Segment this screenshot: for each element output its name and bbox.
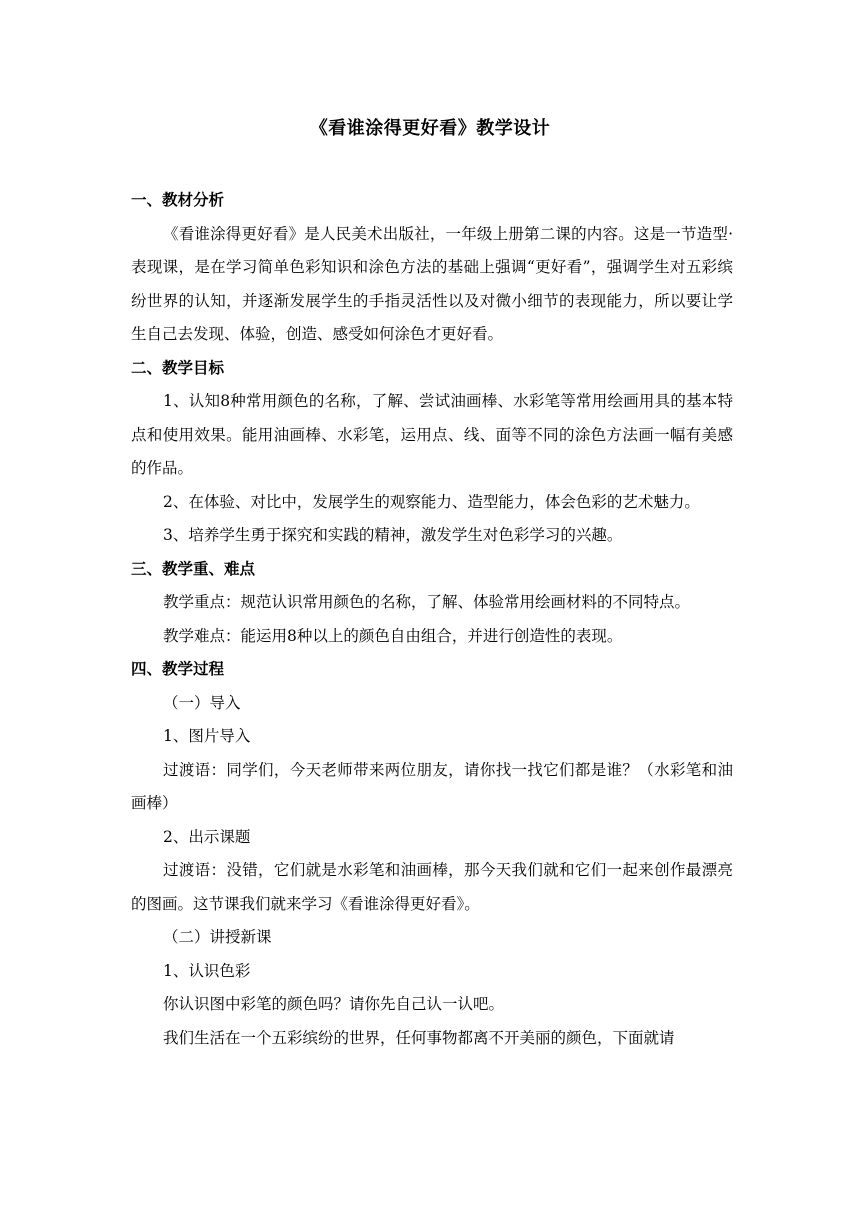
section-heading: 二、教学目标 <box>131 358 225 377</box>
paragraph: 《看谁涂得更好看》是人民美术出版社，一年级上册第二课的内容。这是一节造型·表现课，是在学习简单色彩知识和涂色方法的基础上强调“更好看”，强调学生对五彩缤纷世界的认知，并逐渐发展学生的手指灵活性以及对微小细节的表现能力，所以要让学生自己去发现、体验，创造、感受如何涂色才更好看。 <box>131 224 733 343</box>
section-heading: 一、教材分析 <box>131 191 225 209</box>
paragraph: 教学重点：规范认识常用颜色的名称，了解、体验常用绘画材料的不同特点。 <box>163 593 691 611</box>
paragraph: 1、认识色彩 <box>163 961 251 980</box>
subsection-heading: （二）讲授新课 <box>163 928 272 946</box>
paragraph: 1、认知8种常用颜色的名称，了解、尝试油画棒、水彩笔等常用绘画用具的基本特点和使用效果。能用油画棒、水彩笔，运用点、线、面等不同的涂色方法画一幅有美感的作品。 <box>131 392 733 477</box>
paragraph: 1、图片导入 <box>163 727 251 745</box>
paragraph: 2、出示课题 <box>163 827 251 846</box>
paragraph: 你认识图中彩笔的颜色吗？请你先自己认一认吧。 <box>163 995 505 1013</box>
paragraph: 过渡语：没错，它们就是水彩笔和油画棒，那今天我们就和它们一起来创作最漂亮的图画。这节课我们就来学习《看谁涂得更好看》。 <box>131 861 733 913</box>
section-heading: 四、教学过程 <box>131 660 225 678</box>
subsection-heading: （一）导入 <box>163 693 241 712</box>
paragraph: 3、培养学生勇于探究和实践的精神，激发学生对色彩学习的兴趣。 <box>163 526 623 544</box>
section-heading: 三、教学重、难点 <box>131 559 256 578</box>
paragraph: 教学难点：能运用8种以上的颜色自由组合，并进行创造性的表现。 <box>163 626 623 645</box>
paragraph: 我们生活在一个五彩缤纷的世界，任何事物都离不开美丽的颜色，下面就请 <box>163 1028 675 1047</box>
paragraph: 2、在体验、对比中，发展学生的观察能力、造型能力，体会色彩的艺术魅力。 <box>163 492 700 511</box>
document-body <box>131 184 733 1055</box>
paragraph: 过渡语：同学们，今天老师带来两位朋友，请你找一找它们都是谁？（水彩笔和油画棒） <box>131 760 733 812</box>
document-title: 《看谁涂得更好看》教学设计 <box>309 118 551 139</box>
